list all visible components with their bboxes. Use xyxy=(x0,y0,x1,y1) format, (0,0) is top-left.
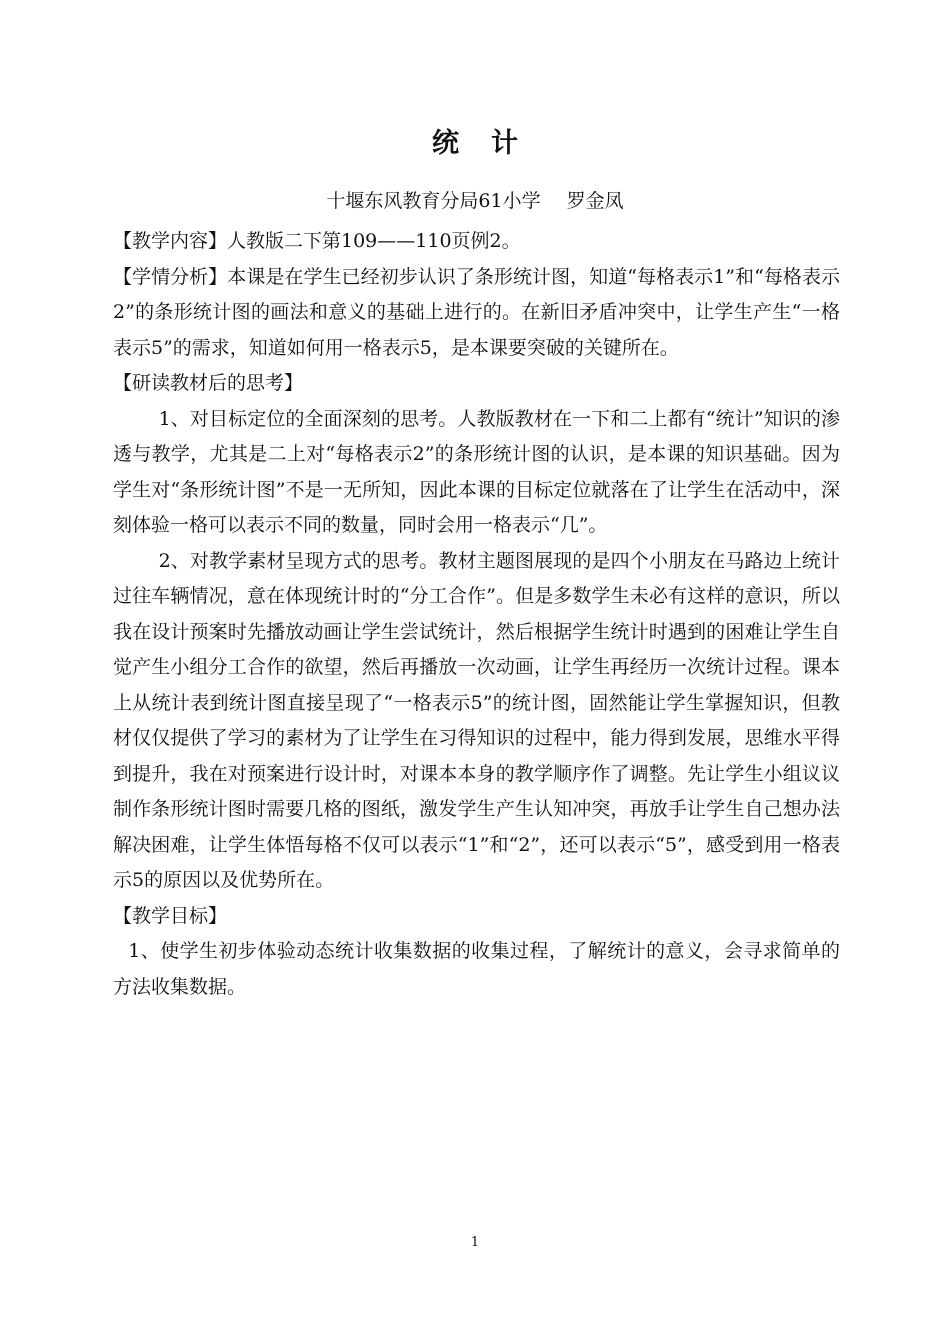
teaching-content-paragraph: 【教学内容】人教版二下第109——110页例2。 xyxy=(113,230,521,252)
page-number: 1 xyxy=(470,1235,480,1250)
student-analysis-paragraph: 【学情分析】本课是在学生已经初步认识了条形统计图，知道“每格表示1”和“每格表示2”的条形统计图的画法和意义的基础上进行的。在新旧矛盾冲突中，让学生产生“一格表示5”的需求，知道如何用一格表示5，是本课要突破的关键所在。 xyxy=(113,265,840,359)
reflection-heading: 【研读教材后的思考】 xyxy=(113,372,304,394)
goal-paragraph-1: 1、使学生初步体验动态统计收集数据的收集过程，了解统计的意义，会寻求简单的方法收集数据。 xyxy=(113,940,840,998)
document-title: 统计 xyxy=(432,128,550,159)
reflection-paragraph-1: 1、对目标定位的全面深刻的思考。人教版教材在一下和二上都有“统计”知识的渗透与教学，尤其是二上对“每格表示2”的条形统计图的认识，是本课的知识基础。因为学生对“条形统计图”不是一无所知，因此本课的目标定位就落在了让学生在活动中，深刻体验一格可以表示不同的数量，同时会用一格表示“几”。 xyxy=(113,407,840,536)
author-school: 十堰东风教育分局61小学 xyxy=(326,190,541,212)
author-name: 罗金凤 xyxy=(566,190,624,212)
reflection-paragraph-2: 2、对教学素材呈现方式的思考。教材主题图展现的是四个小朋友在马路边上统计过往车辆情况，意在体现统计时的“分工合作”。但是多数学生未必有这样的意识，所以我在设计预案时先播放动画让学生尝试统计，然后根据学生统计时遇到的困难让学生自觉产生小组分工合作的欲望，然后再播放一次动画，让学生再经历一次统计过程。课本上从统计表到统计图直接呈现了“一格表示5”的统计图，固然能让学生掌握知识，但教材仅仅提供了学习的素材为了让学生在习得知识的过程中，能力得到发展，思维水平得到提升，我在对预案进行设计时，对课本本身的教学顺序作了调整。先让学生小组议议制作条形统计图时需要几格的图纸，激发学生产生认知冲突，再放手让学生自己想办法解决困难，让学生体悟每格不仅可以表示“1”和“2”，还可以表示“5”，感受到用一格表示5的原因以及优势所在。 xyxy=(113,549,840,891)
goals-heading: 【教学目标】 xyxy=(113,904,228,927)
author-line xyxy=(0,184,950,218)
document-body xyxy=(113,224,840,1005)
